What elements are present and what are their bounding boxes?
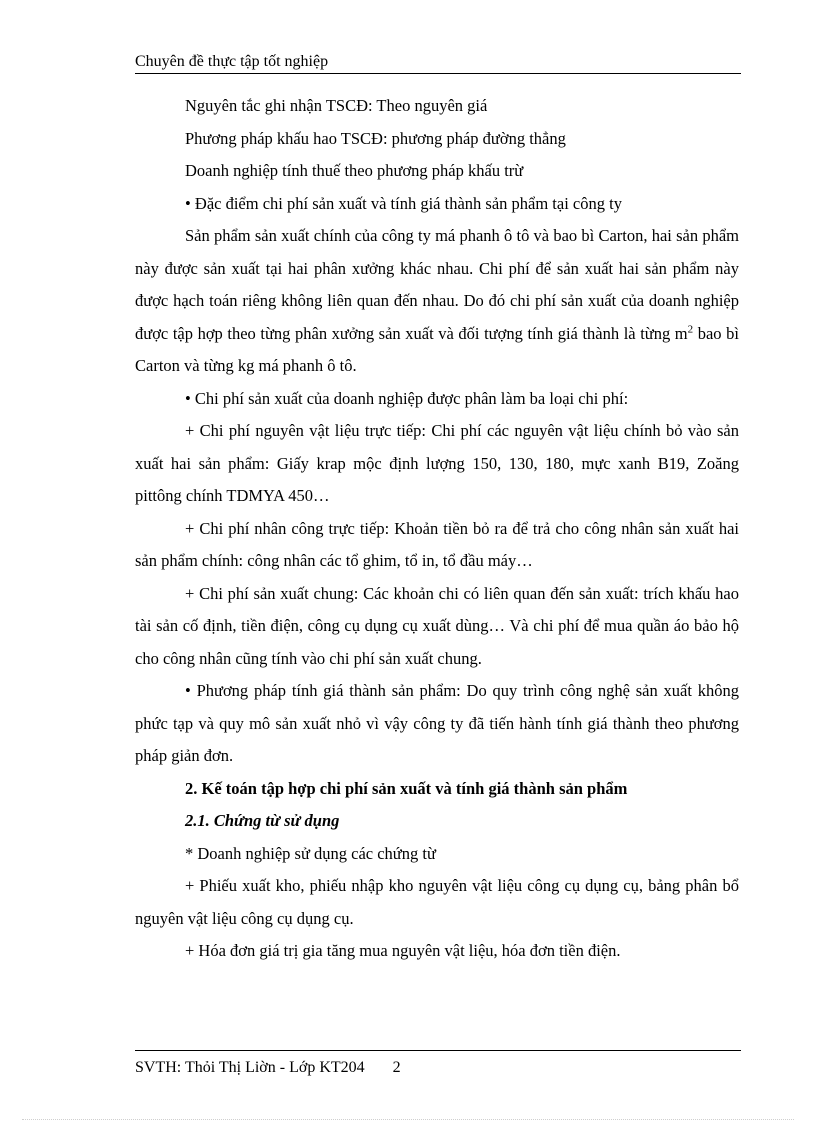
paragraph-tax-method: Doanh nghiệp tính thuế theo phương pháp khấu trừ [185,161,524,180]
page-header [135,52,741,74]
bullet-cost-categories: • Chi phí sản xuất của doanh nghiệp được phân làm ba loại chi phí: [185,388,629,408]
paragraph-vat-invoices: + Hóa đơn giá trị gia tăng mua nguyên vật liệu, hóa đơn tiền điện. [185,941,621,960]
subsection-heading: 2.1. Chứng từ sử dụng [185,811,340,830]
paragraph-warehouse-slips: + Phiếu xuất kho, phiếu nhập kho nguyên vật liệu công cụ dụng cụ, bảng phân bổ nguyên vật liệu công cụ dụng cụ. [135,876,739,928]
paragraph-main-products [135,220,739,383]
paragraph-documents-intro: * Doanh nghiệp sử dụng các chứng từ [185,843,436,863]
bullet-costing-method: • Phương pháp tính giá thành sản phẩm: Do quy trình công nghệ sản xuất không phức tạp và quy mô sản xuất nhỏ vì vậy công ty đã tiến hành tính giá thành theo phương pháp giản đơn. [135,681,739,765]
paragraph-direct-labor: + Chi phí nhân công trực tiếp: Khoản tiền bỏ ra để trả cho công nhân sản xuất hai sản phẩm chính: công nhân các tổ ghim, tổ in, tổ đầu máy… [135,518,739,570]
paragraph-overhead: + Chi phí sản xuất chung: Các khoản chi có liên quan đến sản xuất: trích khấu hao tài sản cố định, tiền điện, công cụ dụng cụ xuất dùng… Và chi phí để mua quần áo bảo hộ cho công nhân cũng tính vào chi phí sản xuất chung. [135,583,739,668]
document-body [135,90,739,968]
paragraph-main-products-text: Sản phẩm sản xuất chính của công ty má phanh ô tô và bao bì Carton, hai sản phẩm này được sản xuất tại hai phân xưởng khác nhau. Chi phí để sản xuất hai sản phẩm này được hạch toán riêng không liên quan đến nhau. Do đó chi phí sản xuất của doanh nghiệp được tập hợp theo từng phân xưởng sản xuất và đối tượng tính giá thành là từng m [135,226,739,343]
superscript-two: 2 [687,323,694,335]
bullet-cost-characteristics: • Đặc điểm chi phí sản xuất và tính giá thành sản phẩm tại công ty [185,193,622,213]
section-heading: 2. Kế toán tập hợp chi phí sản xuất và tính giá thành sản phẩm [185,778,628,798]
document-title: Chuyên đề thực tập tốt nghiệp [135,53,329,70]
page-number: 2 [392,1059,401,1076]
paragraph-main-products-tail: bao bì Carton và từng kg má phanh ô tô. [135,323,739,375]
paragraph-depreciation-method: Phương pháp khấu hao TSCĐ: phương pháp đường thẳng [185,128,566,148]
footer-author: SVTH: Thỏi Thị Liờn - Lớp KT204 [135,1059,365,1076]
page-footer [135,1050,741,1079]
paragraph-fixed-asset-principle: Nguyên tắc ghi nhận TSCĐ: Theo nguyên giá [185,96,488,115]
paragraph-direct-materials: + Chi phí nguyên vật liệu trực tiếp: Chi phí các nguyên vật liệu chính bỏ vào sản xuất hai sản phẩm: Giấy krap mộc định lượng 150, 130, 180, mực xanh B19, Zoăng pittông chính TDMYA 450… [135,421,739,505]
page-bottom-divider [22,1119,794,1120]
